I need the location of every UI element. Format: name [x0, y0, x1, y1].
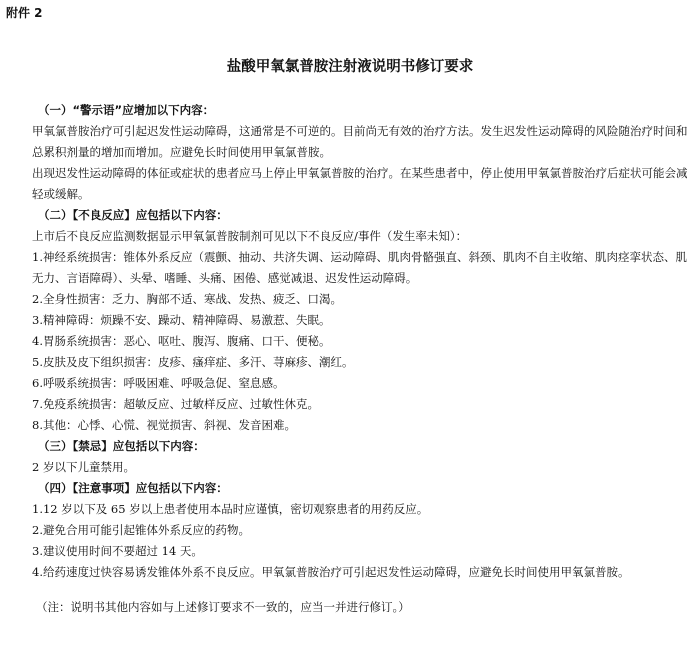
section-contraindication-heading: （三）【禁忌】应包括以下内容：	[38, 439, 205, 453]
adverse-item-5: 5.皮肤及皮下组织损害：皮疹、瘙痒症、多汗、荨麻疹、潮红。	[32, 355, 354, 369]
adverse-item-8: 8.其他：心悸、心慌、视觉损害、斜视、发音困难。	[32, 418, 296, 432]
adverse-item-6: 6.呼吸系统损害：呼吸困难、呼吸急促、窒息感。	[32, 376, 285, 390]
adverse-item-1: 1.神经系统损害：锥体外系反应（震颤、抽动、共济失调、运动障碍、肌肉骨骼强直、斜颈、肌肉不自主收缩、肌肉痉挛状态、肌无力、言语障碍）、头晕、嗜睡、头痛、困倦、感觉减退、迟发性运动障碍。	[32, 250, 687, 285]
section-adverse-heading: （二）【不良反应】应包括以下内容：	[38, 208, 228, 222]
warning-paragraph-1: 甲氧氯普胺治疗可引起迟发性运动障碍，这通常是不可逆的。目前尚无有效的治疗方法。发生迟发性运动障碍的风险随治疗时间和总累积剂量的增加而增加。应避免长时间使用甲氧氯普胺。	[32, 124, 688, 159]
revision-note: （注：说明书其他内容如与上述修订要求不一致的，应当一并进行修订。）	[36, 600, 410, 614]
contraindication-item-1: 2 岁以下儿童禁用。	[32, 460, 135, 474]
adverse-item-4: 4.胃肠系统损害：恶心、呕吐、腹泻、腹痛、口干、便秘。	[32, 334, 331, 348]
document-body	[32, 100, 688, 618]
adverse-item-7: 7.免疫系统损害：超敏反应、过敏样反应、过敏性休克。	[32, 397, 319, 411]
adverse-item-2: 2.全身性损害：乏力、胸部不适、寒战、发热、疲乏、口渴。	[32, 292, 342, 306]
warning-paragraph-2: 出现迟发性运动障碍的体征或症状的患者应马上停止甲氧氯普胺的治疗。在某些患者中，停止使用甲氧氯普胺治疗后症状可能会减轻或缓解。	[32, 166, 688, 201]
adverse-intro: 上市后不良反应监测数据显示甲氧氯普胺制剂可见以下不良反应/事件（发生率未知）：	[32, 229, 468, 243]
document-title: 盐酸甲氧氯普胺注射液说明书修订要求	[226, 59, 474, 75]
precaution-item-1: 1.12 岁以下及 65 岁以上患者使用本品时应谨慎，密切观察患者的用药反应。	[32, 502, 429, 516]
attachment-label: 附件 2	[6, 6, 43, 20]
adverse-item-3: 3.精神障碍：烦躁不安、躁动、精神障碍、易激惹、失眠。	[32, 313, 331, 327]
precaution-item-2: 2.避免合用可能引起锥体外系反应的药物。	[32, 523, 250, 537]
section-warning-heading: （一）“警示语”应增加以下内容：	[38, 103, 215, 117]
section-precautions-heading: （四）【注意事项】应包括以下内容：	[38, 481, 228, 495]
precaution-item-3: 3.建议使用时间不要超过 14 天。	[32, 544, 203, 558]
precaution-item-4: 4.给药速度过快容易诱发锥体外系不良反应。甲氧氯普胺治疗可引起迟发性运动障碍，应避免长时间使用甲氧氯普胺。	[32, 565, 630, 579]
